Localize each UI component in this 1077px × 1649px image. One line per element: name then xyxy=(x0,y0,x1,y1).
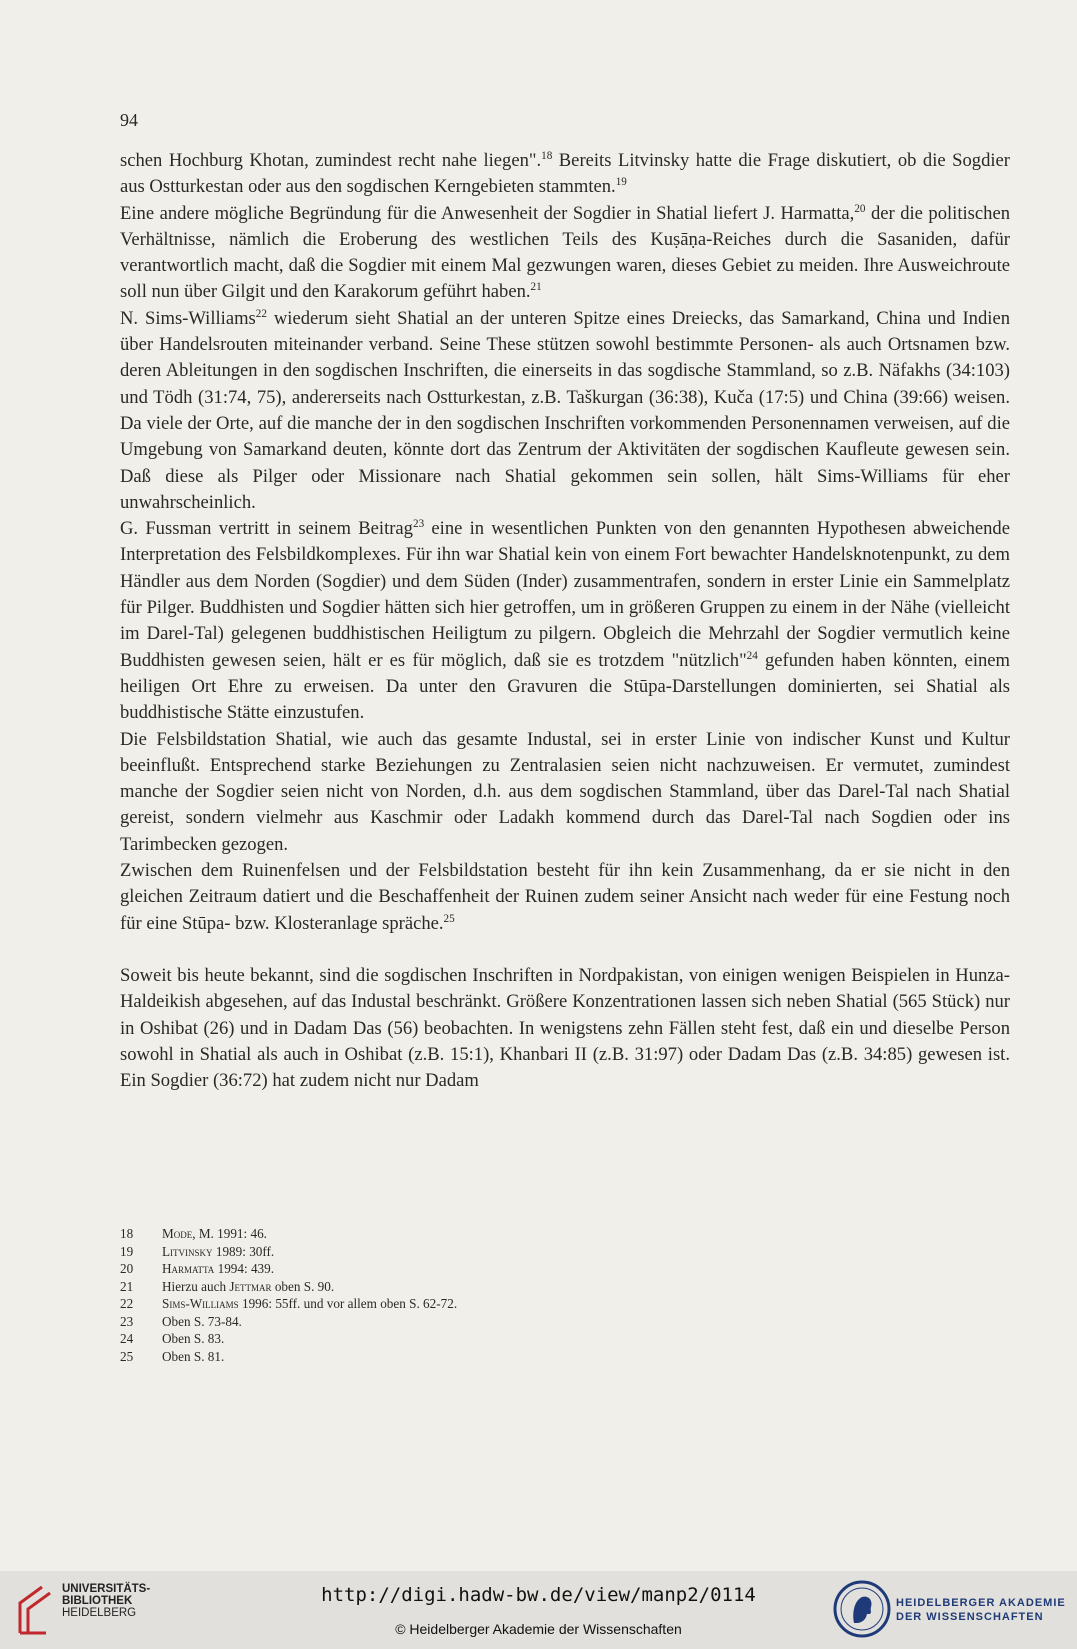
body-text xyxy=(120,148,1010,1094)
permalink-url[interactable]: http://digi.hadw-bw.de/view/manp2/0114 xyxy=(321,1584,756,1606)
footnote-ref[interactable]: 22 xyxy=(255,307,267,320)
footnote: 21 Hierzu auch Jettmar oben S. 90. xyxy=(120,1278,335,1294)
footnote-ref[interactable]: 19 xyxy=(615,176,627,189)
footnotes xyxy=(120,1225,820,1365)
footnote: 20 Harmatta 1994: 439. xyxy=(120,1261,275,1276)
footnote-ref[interactable]: 21 xyxy=(530,281,542,294)
paragraph: Zwischen dem Ruinenfelsen und der Felsbildstation besteht für ihn kein Zusammenhang, da er sie nicht in den gleichen Zeitraum datiert und die Beschaffenheit der Ruinen zudem seiner Ansicht nach weder für eine Festung noch für eine Stūpa- bzw. Klosteranlage spräche.$^{25}$ xyxy=(120,860,1010,934)
footnote: 18 Mode, M. 1991: 46. xyxy=(120,1226,267,1241)
paragraph: Die Felsbildstation Shatial, wie auch das gesamte Industal, sei in erster Linie von indischer Kunst und Kultur beeinflußt. Entsprechend starke Beziehungen zu Zentralasien seien nicht nachzuweisen. Er vermutet, zumindest manche der Sogdier seien nicht von Norden, d.h. aus dem sogdischen Stammland, über das Darel-Tal nach Shatial gereist, sondern vielmehr aus Kaschmir oder Ladakh kommend durch das Darel-Tal nach Sogdien oder ins Tarimbecken gezogen. xyxy=(120,728,1010,855)
footnote-ref[interactable]: 25 xyxy=(443,912,455,925)
paragraph: Soweit bis heute bekannt, sind die sogdischen Inschriften in Nordpakistan, von einigen wenigen Beispielen in Hunza-Haldeikish abgesehen, auf das Industal beschränkt. Größere Konzentrationen lassen sich neben Shatial (565 Stück) nur in Oshibat (26) und in Dadam Das (56) beobachten. In wenigstens zehn Fällen steht fest, daß ein und dieselbe Person sowohl in Shatial als auch in Oshibat (z.B. 15:1), Khanbari II (z.B. 31:97) oder Dadam Das (z.B. 34:85) gewesen ist. Ein Sogdier (36:72) hat zudem nicht nur Dadam xyxy=(120,964,1010,1092)
footer-bar xyxy=(0,1571,1077,1649)
footnote-ref[interactable]: 18 xyxy=(541,149,553,162)
footnote: 22 Sims-Williams 1996: 55ff. und vor allem oben S. 62-72. xyxy=(120,1296,458,1311)
footnote-ref[interactable]: 23 xyxy=(412,517,425,530)
academy-seal-icon xyxy=(832,1579,892,1639)
university-library-name[interactable]: UNIVERSITÄTS- BIBLIOTHEK HEIDELBERG xyxy=(62,1583,151,1619)
paragraph: schen Hochburg Khotan, zumindest recht nahe liegen".$^{18}$ Bereits Litvinsky hatte die Frage diskutiert, ob die Sogdier aus Ostturkestan oder aus den sogdischen Kerngebieten stammten.$^{19}$ xyxy=(120,149,1010,198)
footnote-ref[interactable]: 24 xyxy=(746,649,758,662)
footnote: 23 Oben S. 73-84. xyxy=(120,1313,242,1329)
copyright-notice: © Heidelberger Akademie der Wissenschaften xyxy=(395,1621,682,1637)
paragraph: Eine andere mögliche Begründung für die Anwesenheit der Sogdier in Shatial liefert J. Harmatta,$^{20}$ der die politischen Verhältnisse, nämlich die Eroberung des westlichen Teils des Kuṣāṇa-Reiches durch die Sasaniden, dafür verantwortlich macht, daß die Sogdier mit einem Mal gezwungen waren, dieses Gebiet zu meiden. Ihre Ausweichroute soll nun über Gilgit und den Karakorum geführt haben.$^{21}$ xyxy=(120,202,1011,303)
footnote-ref[interactable]: 20 xyxy=(854,202,866,215)
footnote: 25 Oben S. 81. xyxy=(120,1348,225,1364)
page-number: 94 xyxy=(120,110,138,130)
footnote: 24 Oben S. 83. xyxy=(120,1331,225,1346)
paragraph: N. Sims-Williams$^{22}$ wiederum sieht Shatial an der unteren Spitze eines Dreiecks, das Samarkand, China und Indien über Handelsrouten miteinander verband. Seine These stützen sowohl bestimmte Personen- als auch Ortsnamen bzw. deren Ableitungen in den sogdischen Inschriften, die einerseits in das sogdische Stammland, so z.B. Näfakhs (34:103) und Tödh (31:74, 75), andererseits nach Ostturkestan, z.B. Taškurgan (36:38), Kuča (17:5) und China (39:66) weisen. Da viele der Orte, auf die manche der in den sogdischen Inschriften vorkommenden Personennamen verweisen, auf die Umgebung von Samarkand deuten, könnte dort das Zentrum der Aktivitäten der sogdischen Kaufleute gewesen sein. Daß diese als Pilger oder Missionare nach Shatial gekommen sein sollen, hält Sims-Williams für eher unwahrscheinlich. xyxy=(120,307,1010,513)
footnote: 19 Litvinsky 1989: 30ff. xyxy=(120,1243,275,1259)
academy-name[interactable]: HEIDELBERGER AKADEMIE DER WISSENSCHAFTEN xyxy=(896,1597,1066,1623)
paragraph: G. Fussman vertritt in seinem Beitrag$^{23}$ eine in wesentlichen Punkten von den genannten Hypothesen abweichende Interpretation des Felsbildkomplexes. Für ihn war Shatial kein von einem Fort bewachter Handelsknotenpunkt, zu dem Händler aus dem Norden (Sogdier) und dem Süden (Inder) zusammentrafen, sondern in erster Linie ein Sammelplatz für Pilger. Buddhisten und Sogdier hätten sich hier getroffen, um in größeren Gruppen zu einem in der Nähe (vielleicht im Darel-Tal) gelegenen buddhistischen Heiligtum zu pilgern. Obgleich die Mehrzahl der Sogdier vermutlich keine Buddhisten gewesen seien, hält er es für möglich, daß sie es trotzdem "nützlich"$^{24}$ gefunden haben könnten, einem heiligen Ort Ehre zu erweisen. Da unter den Gravuren die Stūpa-Darstellungen dominierten, sei Shatial als buddhistische Stätte einzustufen. xyxy=(120,517,1011,724)
